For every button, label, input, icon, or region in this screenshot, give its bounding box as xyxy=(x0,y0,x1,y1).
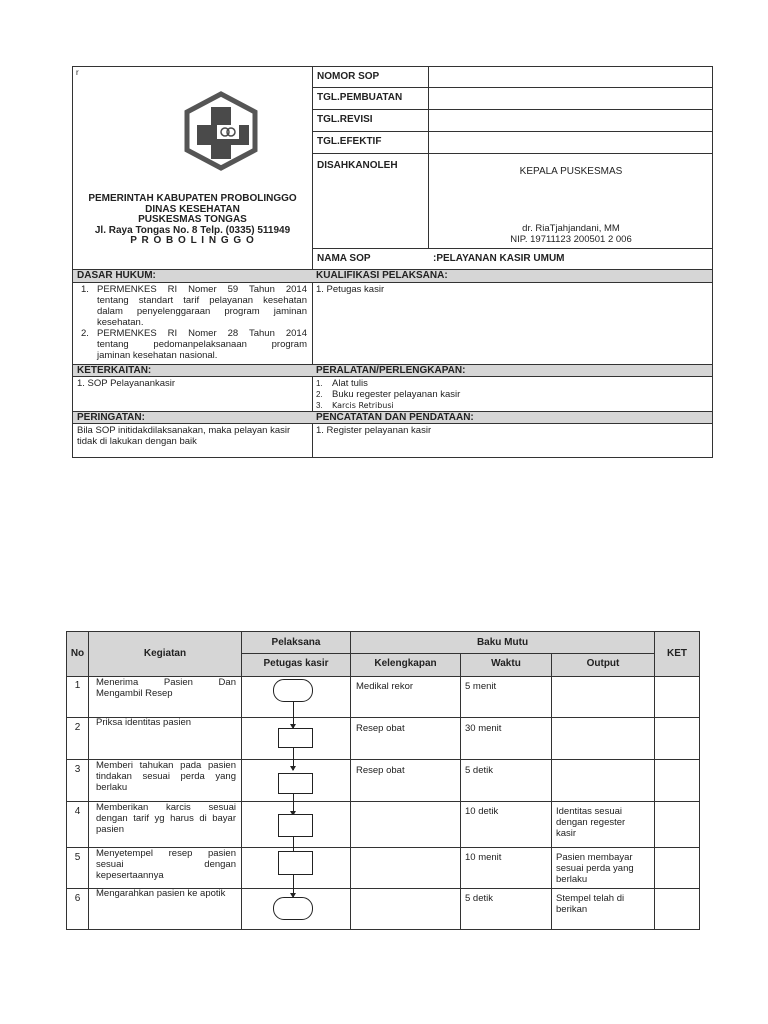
text-line: sesuai perda yang xyxy=(556,863,634,874)
list-number: 2. xyxy=(316,390,323,399)
list-number: 2. xyxy=(81,328,89,339)
header-petugas-kasir: Petugas kasir xyxy=(263,658,329,669)
divider xyxy=(428,67,429,249)
approver-nip: NIP. 19711123 200501 2 006 xyxy=(510,233,632,245)
kualifikasi-item: 1. Petugas kasir xyxy=(316,284,385,295)
text-line: Bila SOP initidakdilaksanakan, maka pelayan kasir xyxy=(77,425,291,436)
dasar-hukum-list xyxy=(81,284,307,361)
nama-sop-value: :PELAYANAN KASIR UMUM xyxy=(433,253,565,264)
puskesmas-logo-icon xyxy=(181,91,261,171)
divider xyxy=(312,87,713,88)
activity-text xyxy=(96,848,236,881)
list-text: Alat tulis xyxy=(332,378,368,389)
flowchart-start-terminal xyxy=(273,679,313,702)
divider xyxy=(312,109,713,110)
flowchart-arrow xyxy=(293,702,294,728)
flowchart-process-box xyxy=(278,814,313,837)
flowchart-arrow xyxy=(293,875,294,897)
header-kegiatan: Kegiatan xyxy=(143,648,187,659)
list-line: kesehatan. xyxy=(97,317,144,328)
org-line: DINAS KESEHATAN xyxy=(145,203,240,215)
keterkaitan-title: KETERKAITAN: xyxy=(77,365,152,376)
approver-name: dr. RiaTjahjandani, MM xyxy=(522,223,620,234)
divider xyxy=(312,153,713,154)
text-line: berlaku xyxy=(96,782,128,793)
text-line: Identitas sesuai xyxy=(556,806,623,817)
text-line: Memberikan karcis sesuai xyxy=(96,802,236,813)
text-line: sesuai dengan xyxy=(96,859,236,870)
list-line: PERMENKES RI Nomer 59 Tahun 2014 xyxy=(97,284,307,295)
header-no: No xyxy=(70,648,85,659)
text-line: kasir xyxy=(556,828,577,839)
waktu-cell: 5 menit xyxy=(465,681,497,692)
output-cell xyxy=(556,852,652,885)
flowchart-arrow xyxy=(293,748,294,770)
list-item xyxy=(81,328,307,361)
peringatan-title: PERINGATAN: xyxy=(77,412,145,423)
header-baku-mutu: Baku Mutu xyxy=(476,637,529,648)
peralatan-title: PERALATAN/PERLENGKAPAN: xyxy=(316,365,466,376)
text-line: berikan xyxy=(556,904,588,915)
waktu-cell: 10 detik xyxy=(465,806,499,817)
header-kelengkapan: Kelengkapan xyxy=(374,658,437,669)
text-line: Mengarahkan pasien ke apotik xyxy=(96,888,226,899)
header-waktu: Waktu xyxy=(491,658,521,669)
text-line: Menyetempel resep pasien xyxy=(96,848,236,859)
list-line: PERMENKES RI Nomer 28 Tahun 2014 xyxy=(97,328,307,339)
flowchart-process-box xyxy=(278,851,313,875)
list-item xyxy=(316,400,460,411)
text-line: kepesertaannya xyxy=(96,870,164,881)
text-line: dengan regester xyxy=(556,817,626,828)
sop-header-table xyxy=(72,66,713,458)
text-line: Memberi tahukan pada pasien xyxy=(96,760,236,771)
header-ket: KET xyxy=(667,648,687,659)
nomor-sop-label: NOMOR SOP xyxy=(317,71,380,82)
row-number: 4 xyxy=(74,806,81,817)
org-line: P R O B O L I N G G O xyxy=(130,235,255,246)
list-number: 1. xyxy=(81,284,89,295)
org-line: Jl. Raya Tongas No. 8 Telp. (0335) 511949 xyxy=(94,224,291,236)
dasar-hukum-title: DASAR HUKUM: xyxy=(77,270,156,281)
flowchart-process-box xyxy=(278,728,313,748)
flowchart-process-box xyxy=(278,773,313,794)
pencatatan-item: 1. Register pelayanan kasir xyxy=(316,425,432,436)
divider xyxy=(312,67,313,458)
waktu-cell: 5 detik xyxy=(465,893,493,904)
output-cell xyxy=(556,806,652,839)
row-number: 6 xyxy=(74,893,81,904)
list-line: dalam penyelenggaraan program jaminan xyxy=(97,306,307,317)
list-item xyxy=(316,389,460,400)
tgl-revisi-label: TGL.REVISI xyxy=(317,114,373,125)
divider xyxy=(312,248,713,249)
header-pelaksana: Pelaksana xyxy=(271,637,321,648)
approver-signature xyxy=(429,224,713,245)
row-number: 5 xyxy=(74,852,81,863)
text-line: tidak di lakukan dengan baik xyxy=(77,436,197,447)
list-line: tentang pedomanpelaksanaan program xyxy=(97,339,307,350)
header-output: Output xyxy=(586,658,620,669)
list-number: 1. xyxy=(316,379,323,388)
org-line: PUSKESMAS TONGAS xyxy=(138,214,247,225)
text-line: Mengambil Resep xyxy=(96,688,173,699)
procedure-flow-table xyxy=(66,631,700,930)
activity-text xyxy=(96,677,236,699)
org-line: PEMERINTAH KABUPATEN PROBOLINGGO xyxy=(88,193,297,204)
divider xyxy=(312,131,713,132)
waktu-cell: 10 menit xyxy=(465,852,502,863)
disahkan-oleh-label: DISAHKANOLEH xyxy=(317,160,398,171)
text-line: Stempel telah di xyxy=(556,893,625,904)
list-number: 3. xyxy=(316,401,323,410)
text-line: Menerima Pasien Dan xyxy=(96,677,236,688)
activity-text xyxy=(96,760,236,793)
list-text: Karcis Retribusi xyxy=(332,401,394,410)
kualifikasi-title: KUALIFIKASI PELAKSANA: xyxy=(316,270,448,281)
activity-text xyxy=(96,717,236,728)
nama-sop-label: NAMA SOP xyxy=(317,253,371,264)
row-number: 2 xyxy=(74,722,81,733)
list-text: Buku regester pelayanan kasir xyxy=(332,389,461,400)
corner-mark: r xyxy=(76,68,79,77)
list-line: tentang standart tarif pelayanan kesehatan xyxy=(97,295,307,306)
keterkaitan-item: 1. SOP Pelayanankasir xyxy=(77,378,176,389)
row-number: 3 xyxy=(74,764,81,775)
row-number: 1 xyxy=(74,680,81,691)
peralatan-list xyxy=(316,378,460,411)
output-cell xyxy=(556,893,652,915)
text-line: tindakan sesuai perda yang xyxy=(96,771,236,782)
divider xyxy=(241,653,654,654)
activity-text xyxy=(96,888,236,899)
text-line: berlaku xyxy=(556,874,588,885)
organisation-block xyxy=(73,194,312,247)
list-item xyxy=(81,284,307,328)
flowchart-end-terminal xyxy=(273,897,313,920)
activity-text xyxy=(96,802,236,835)
text-line: pasien xyxy=(96,824,124,835)
text-line: Pasien membayar xyxy=(556,852,633,863)
kelengkapan-cell: Medikal rekor xyxy=(356,681,414,692)
tgl-pembuatan-label: TGL.PEMBUATAN xyxy=(317,92,403,103)
waktu-cell: 5 detik xyxy=(465,765,493,776)
text-line: Priksa identitas pasien xyxy=(96,717,192,728)
waktu-cell: 30 menit xyxy=(465,723,502,734)
tgl-efektif-label: TGL.EFEKTIF xyxy=(317,136,382,147)
pencatatan-title: PENCATATAN DAN PENDATAAN: xyxy=(316,412,474,423)
kelengkapan-cell: Resep obat xyxy=(356,723,405,734)
kelengkapan-cell: Resep obat xyxy=(356,765,405,776)
peringatan-text xyxy=(77,425,309,447)
list-item xyxy=(316,378,460,389)
text-line: dengan tarif yg harus di bayar xyxy=(96,813,236,824)
flowchart-arrow xyxy=(293,794,294,815)
list-line: jaminan kesehatan nasional. xyxy=(97,350,218,361)
approver-title: KEPALA PUSKESMAS xyxy=(519,166,623,177)
